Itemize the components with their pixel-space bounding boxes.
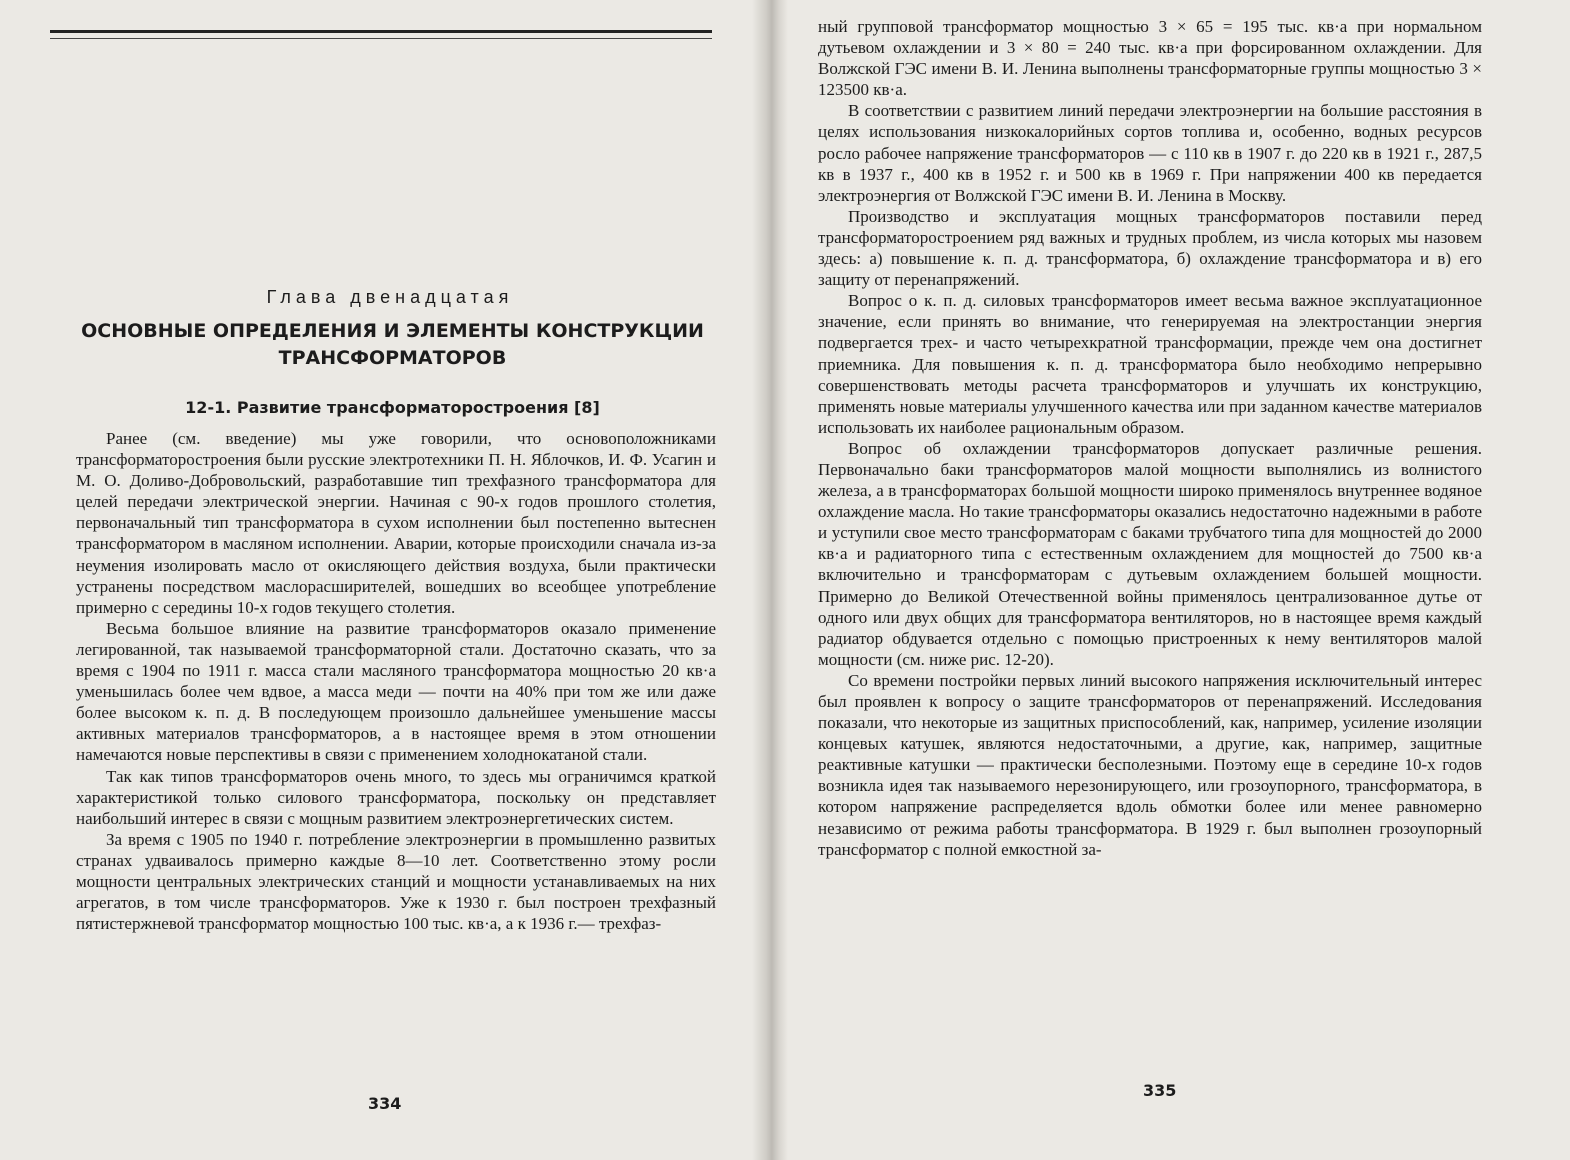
paragraph: Так как типов трансформаторов очень много, то здесь мы ограничимся краткой характеристикой только силового трансформатора, поскольку он представляет наибольший интерес в связи с мощным развитием электроэнергетических систем. (76, 766, 716, 828)
paragraph: Вопрос об охлаждении трансформаторов допускает различные решения. Первоначально баки трансформаторов малой мощности выполнялись из волнистого железа, а в трансформаторах большой мощности широко применялось внутреннее водяное охлаждение масла. Но такие трансформаторы оказались недостаточно надежными в работе и уступили свое место трансформаторам с баками трубчатого типа для мощностей до 2000 кв·а и радиаторного типа с естественным охлаждением для мощностей до 7500 кв·а включительно и трансформаторам с дутьевым охлаждением большей мощности. Примерно до Великой Отечественной войны применялось централизованное дутье от одного или двух общих для трансформатора вентиляторов, но в настоящее время каждый радиатор обдувается отдельно с помощью пристроенных к нему вентиляторов малой мощности (см. ниже рис. 12-20). (818, 438, 1482, 669)
right-page (770, 0, 1570, 1160)
paragraph: Со времени постройки первых линий высокого напряжения исключительный интерес был проявлен к вопросу о защите трансформаторов от перенапряжений. Исследования показали, что некоторые из защитных приспособлений, как, например, усиление изоляции концевых катушек, являются недостаточными, а другие, как, например, защитные реактивные катушки — практически бесполезными. Поэтому еще в середине 10-х годов возникла идея так называемого нерезонирующего, или грозоупорного, трансформатора, в котором напряжение распределяется вдоль обмотки более или менее равномерно независимо от режима работы трансформатора. В 1929 г. был выполнен грозоупорный трансформатор с полной емкостной за- (818, 670, 1482, 859)
paragraph: Весьма большое влияние на развитие трансформаторов оказало применение легированной, так называемой трансформаторной стали. Достаточно сказать, что за время с 1904 по 1911 г. масса стали масляного трансформатора мощностью 20 кв·а уменьшилась более чем вдвое, а масса меди — почти на 40% при том же или даже более высоком к. п. д. В последующем произошло дальнейшее уменьшение массы активных материалов трансформаторов, а в настоящее время в этом отношении намечаются новые перспективы в связи с применением холоднокатаной стали. (76, 618, 716, 765)
section-heading: 12-1. Развитие трансформаторостроения [8] (185, 398, 600, 417)
left-body-text (76, 428, 716, 934)
paragraph: За время с 1905 по 1940 г. потребление электроэнергии в промышленно развитых странах удваивалось примерно каждые 8—10 лет. Соответственно этому росли мощности центральных электрических станций и мощности устанавливаемых на них агрегатов, в том числе трансформаторов. Уже к 1930 г. был построен трехфазный пятистержневой трансформатор мощностью 100 тыс. кв·а, а к 1936 г.— трехфаз- (76, 829, 716, 934)
chapter-heading: Глава двенадцатая (266, 287, 514, 307)
chapter-title-line-2: ТРАНСФОРМАТОРОВ (278, 347, 507, 369)
page-number: 335 (1143, 1081, 1177, 1100)
chapter-rule (50, 30, 712, 39)
book-gutter (752, 0, 788, 1160)
page-number: 334 (368, 1094, 402, 1113)
chapter-title-line-1: ОСНОВНЫЕ ОПРЕДЕЛЕНИЯ И ЭЛЕМЕНТЫ КОНСТРУКЦИИ (81, 320, 704, 342)
chapter-title (60, 318, 725, 372)
paragraph: В соответствии с развитием линий передачи электроэнергии на большие расстояния в целях использования низкокалорийных сортов топлива и, особенно, водных ресурсов росло рабочее напряжение трансформаторов — с 110 кв в 1907 г. до 220 кв в 1921 г., 287,5 кв в 1937 г., 400 кв в 1952 г. и 500 кв в 1969 г. При напряжении 400 кв передается электроэнергия от Волжской ГЭС имени В. И. Ленина в Москву. (818, 101, 1482, 205)
paragraph: ный групповой трансформатор мощностью 3 × 65 = 195 тыс. кв·а при нормальном дутьевом охлаждении и 3 × 80 = 240 тыс. кв·а при форсированном охлаждении. Для Волжской ГЭС имени В. И. Ленина выполнены трансформаторные группы мощностью 3 × 123500 кв·а. (818, 17, 1482, 100)
paragraph: Вопрос о к. п. д. силовых трансформаторов имеет весьма важное эксплуатационное значение, если принять во внимание, что генерируемая на электростанции энергия подвергается трех- и часто четырехкратной трансформации, прежде чем она достигнет приемника. Для повышения к. п. д. трансформатора было необходимо непрерывно совершенствовать методы расчета трансформаторов и улучшать их конструкцию, применять новые материалы улучшенного качества или при заданном качестве материалов использовать их наиболее рациональным образом. (818, 291, 1482, 437)
paragraph: Ранее (см. введение) мы уже говорили, что основоположниками трансформаторостроения были русские электротехники П. Н. Яблочков, И. Ф. Усагин и М. О. Доливо-Добровольский, разработавшие тип трехфазного трансформатора для целей передачи электрической энергии. Начиная с 90-х годов прошлого столетия, первоначальный тип трансформатора в сухом исполнении был постепенно вытеснен трансформатором в масляном исполнении. Аварии, которые происходили сначала из-за неумения изолировать масло от окисляющего действия воздуха, были практически устранены посредством маслорасширителей, вошедших во всеобщее употребление примерно с середины 10-х годов текущего столетия. (76, 429, 716, 617)
paragraph: Производство и эксплуатация мощных трансформаторов поставили перед трансформаторостроением ряд важных и трудных проблем, из числа которых мы назовем здесь: а) повышение к. п. д. трансформатора, б) охлаждение трансформатора и в) его защиту от перенапряжений. (818, 206, 1482, 290)
left-page (0, 0, 770, 1160)
right-body-text (818, 16, 1482, 860)
